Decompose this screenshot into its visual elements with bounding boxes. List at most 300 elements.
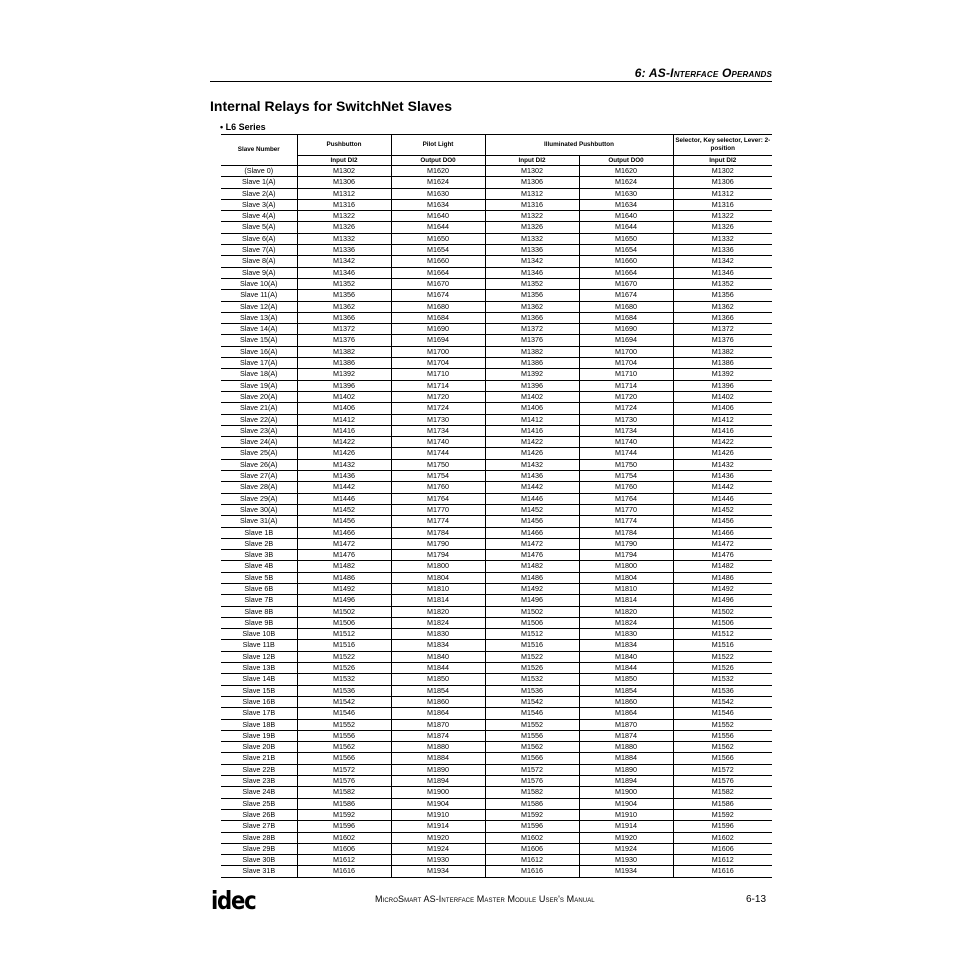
table-row xyxy=(221,301,772,312)
relay-address-cell: M1660 xyxy=(391,256,485,267)
table-row xyxy=(221,414,772,425)
relay-address-cell: M1670 xyxy=(579,278,673,289)
relay-address-cell: M1930 xyxy=(391,855,485,866)
table-row xyxy=(221,504,772,515)
relay-address-cell: M1382 xyxy=(485,346,579,357)
relay-address-cell: M1306 xyxy=(297,177,391,188)
relay-address-cell: M1880 xyxy=(391,742,485,753)
slave-number-cell: Slave 25B xyxy=(221,798,297,809)
relay-address-cell: M1920 xyxy=(391,832,485,843)
relay-address-cell: M1700 xyxy=(391,346,485,357)
relay-address-cell: M1506 xyxy=(673,617,772,628)
relay-address-cell: M1502 xyxy=(673,606,772,617)
relay-address-cell: M1930 xyxy=(579,855,673,866)
relay-address-cell: M1880 xyxy=(579,742,673,753)
table-row xyxy=(221,776,772,787)
table-row xyxy=(221,583,772,594)
relay-address-cell: M1650 xyxy=(579,233,673,244)
slave-number-cell: Slave 30(A) xyxy=(221,504,297,515)
slave-number-cell: Slave 17B xyxy=(221,708,297,719)
relay-address-cell: M1446 xyxy=(673,493,772,504)
table-row xyxy=(221,561,772,572)
slave-number-cell: Slave 23(A) xyxy=(221,425,297,436)
relay-address-cell: M1366 xyxy=(485,312,579,323)
table-row xyxy=(221,572,772,583)
relay-address-cell: M1602 xyxy=(485,832,579,843)
relay-address-cell: M1442 xyxy=(297,482,391,493)
table-row xyxy=(221,267,772,278)
relay-address-cell: M1784 xyxy=(579,527,673,538)
relay-address-cell: M1774 xyxy=(391,516,485,527)
relay-address-cell: M1744 xyxy=(391,448,485,459)
slave-number-cell: Slave 27(A) xyxy=(221,471,297,482)
table-row xyxy=(221,855,772,866)
table-row xyxy=(221,527,772,538)
relay-address-cell: M1854 xyxy=(391,685,485,696)
relay-address-cell: M1362 xyxy=(297,301,391,312)
slave-number-cell: Slave 4(A) xyxy=(221,211,297,222)
relay-address-cell: M1452 xyxy=(673,504,772,515)
relay-address-cell: M1492 xyxy=(673,583,772,594)
slave-number-cell: Slave 29B xyxy=(221,843,297,854)
table-body xyxy=(221,166,772,878)
relay-address-cell: M1326 xyxy=(673,222,772,233)
table-row xyxy=(221,685,772,696)
relay-address-cell: M1566 xyxy=(485,753,579,764)
relay-address-cell: M1312 xyxy=(485,188,579,199)
relay-address-cell: M1680 xyxy=(579,301,673,312)
relay-address-cell: M1412 xyxy=(485,414,579,425)
relay-address-cell: M1412 xyxy=(297,414,391,425)
relay-address-cell: M1924 xyxy=(391,843,485,854)
table-row xyxy=(221,651,772,662)
relay-address-cell: M1654 xyxy=(391,245,485,256)
relay-address-cell: M1874 xyxy=(391,730,485,741)
relay-address-cell: M1910 xyxy=(391,809,485,820)
relay-address-cell: M1382 xyxy=(673,346,772,357)
relay-address-cell: M1516 xyxy=(485,640,579,651)
relay-address-cell: M1734 xyxy=(391,425,485,436)
table-row xyxy=(221,211,772,222)
table-row xyxy=(221,674,772,685)
table-row xyxy=(221,358,772,369)
relay-address-cell: M1346 xyxy=(673,267,772,278)
slave-number-cell: Slave 5B xyxy=(221,572,297,583)
relay-address-cell: M1894 xyxy=(391,776,485,787)
slave-number-cell: Slave 6(A) xyxy=(221,233,297,244)
relay-address-cell: M1422 xyxy=(673,437,772,448)
table-row xyxy=(221,482,772,493)
table-row xyxy=(221,493,772,504)
relay-address-cell: M1566 xyxy=(673,753,772,764)
relay-address-cell: M1436 xyxy=(485,471,579,482)
relay-address-cell: M1546 xyxy=(673,708,772,719)
relay-address-cell: M1386 xyxy=(297,358,391,369)
page-title: Internal Relays for SwitchNet Slaves xyxy=(210,98,452,114)
relay-address-cell: M1366 xyxy=(673,312,772,323)
slave-number-cell: Slave 12(A) xyxy=(221,301,297,312)
relay-address-cell: M1422 xyxy=(485,437,579,448)
relay-address-cell: M1542 xyxy=(673,696,772,707)
relay-address-cell: M1790 xyxy=(579,538,673,549)
relay-address-cell: M1306 xyxy=(673,177,772,188)
table-row xyxy=(221,369,772,380)
relay-address-cell: M1432 xyxy=(297,459,391,470)
relay-address-cell: M1576 xyxy=(673,776,772,787)
relay-address-cell: M1714 xyxy=(391,380,485,391)
relay-address-cell: M1456 xyxy=(673,516,772,527)
relay-address-cell: M1616 xyxy=(673,866,772,877)
relay-address-cell: M1512 xyxy=(485,629,579,640)
relay-address-cell: M1376 xyxy=(485,335,579,346)
relay-address-cell: M1634 xyxy=(579,199,673,210)
header-rule xyxy=(210,81,772,82)
table-row xyxy=(221,764,772,775)
relay-address-cell: M1910 xyxy=(579,809,673,820)
relay-address-cell: M1620 xyxy=(579,166,673,177)
relay-address-cell: M1416 xyxy=(673,425,772,436)
relay-address-cell: M1342 xyxy=(297,256,391,267)
relay-address-cell: M1664 xyxy=(391,267,485,278)
relay-address-cell: M1844 xyxy=(391,663,485,674)
relay-address-cell: M1542 xyxy=(297,696,391,707)
relay-address-cell: M1914 xyxy=(391,821,485,832)
slave-number-cell: Slave 31(A) xyxy=(221,516,297,527)
relay-address-cell: M1472 xyxy=(485,538,579,549)
table-row xyxy=(221,324,772,335)
relay-address-cell: M1640 xyxy=(579,211,673,222)
table-row xyxy=(221,866,772,877)
slave-number-cell: Slave 29(A) xyxy=(221,493,297,504)
relay-address-cell: M1612 xyxy=(297,855,391,866)
relay-address-cell: M1342 xyxy=(673,256,772,267)
relay-address-cell: M1482 xyxy=(673,561,772,572)
relay-address-cell: M1466 xyxy=(485,527,579,538)
relay-address-cell: M1506 xyxy=(297,617,391,628)
illuminated-pushbutton-header: Illuminated Pushbutton xyxy=(485,135,673,156)
relay-address-cell: M1582 xyxy=(297,787,391,798)
relay-address-cell: M1750 xyxy=(579,459,673,470)
relay-address-cell: M1720 xyxy=(579,391,673,402)
table-row xyxy=(221,403,772,414)
relay-address-cell: M1602 xyxy=(673,832,772,843)
relay-address-cell: M1694 xyxy=(391,335,485,346)
relay-address-cell: M1372 xyxy=(673,324,772,335)
table-row xyxy=(221,538,772,549)
relay-address-cell: M1416 xyxy=(297,425,391,436)
table-row xyxy=(221,809,772,820)
relay-address-cell: M1322 xyxy=(297,211,391,222)
relay-address-cell: M1496 xyxy=(673,595,772,606)
relay-address-cell: M1606 xyxy=(673,843,772,854)
relay-address-cell: M1426 xyxy=(485,448,579,459)
relay-address-cell: M1552 xyxy=(673,719,772,730)
table-row xyxy=(221,166,772,177)
slave-number-cell: Slave 25(A) xyxy=(221,448,297,459)
slave-number-cell: Slave 8(A) xyxy=(221,256,297,267)
relay-address-cell: M1730 xyxy=(579,414,673,425)
relay-address-cell: M1536 xyxy=(297,685,391,696)
table-row xyxy=(221,742,772,753)
slave-number-cell: Slave 20B xyxy=(221,742,297,753)
relay-address-cell: M1356 xyxy=(297,290,391,301)
relay-address-cell: M1526 xyxy=(673,663,772,674)
relay-address-cell: M1516 xyxy=(297,640,391,651)
relay-address-cell: M1316 xyxy=(297,199,391,210)
relay-address-cell: M1620 xyxy=(391,166,485,177)
relay-address-cell: M1884 xyxy=(579,753,673,764)
table-row xyxy=(221,753,772,764)
table-row xyxy=(221,550,772,561)
relay-address-cell: M1860 xyxy=(391,696,485,707)
relay-address-cell: M1396 xyxy=(297,380,391,391)
relay-address-cell: M1890 xyxy=(579,764,673,775)
relay-address-cell: M1794 xyxy=(579,550,673,561)
relay-address-cell: M1814 xyxy=(579,595,673,606)
relay-address-cell: M1466 xyxy=(673,527,772,538)
relay-address-cell: M1486 xyxy=(297,572,391,583)
slave-number-cell: Slave 9B xyxy=(221,617,297,628)
relay-address-cell: M1690 xyxy=(391,324,485,335)
relay-address-cell: M1556 xyxy=(673,730,772,741)
relay-address-cell: M1644 xyxy=(579,222,673,233)
relay-address-cell: M1332 xyxy=(673,233,772,244)
relay-address-cell: M1416 xyxy=(485,425,579,436)
relay-address-cell: M1674 xyxy=(579,290,673,301)
slave-number-cell: Slave 2(A) xyxy=(221,188,297,199)
table-row xyxy=(221,629,772,640)
relay-address-cell: M1476 xyxy=(485,550,579,561)
slave-number-cell: Slave 13B xyxy=(221,663,297,674)
relay-address-cell: M1904 xyxy=(579,798,673,809)
table-row xyxy=(221,696,772,707)
subheader-cell: Output DO0 xyxy=(391,156,485,166)
relay-address-cell: M1800 xyxy=(391,561,485,572)
table-row xyxy=(221,663,772,674)
relay-address-cell: M1556 xyxy=(485,730,579,741)
relay-address-cell: M1526 xyxy=(485,663,579,674)
relay-address-cell: M1864 xyxy=(391,708,485,719)
slave-number-cell: Slave 7B xyxy=(221,595,297,606)
relay-address-cell: M1502 xyxy=(297,606,391,617)
relay-address-cell: M1522 xyxy=(485,651,579,662)
slave-number-cell: Slave 1B xyxy=(221,527,297,538)
relay-address-cell: M1890 xyxy=(391,764,485,775)
table-row xyxy=(221,278,772,289)
relay-address-cell: M1894 xyxy=(579,776,673,787)
slave-number-cell: Slave 18(A) xyxy=(221,369,297,380)
table-row xyxy=(221,391,772,402)
relay-address-cell: M1322 xyxy=(673,211,772,222)
relay-address-cell: M1690 xyxy=(579,324,673,335)
relay-address-cell: M1576 xyxy=(485,776,579,787)
relay-address-cell: M1536 xyxy=(673,685,772,696)
relay-address-cell: M1496 xyxy=(485,595,579,606)
relay-address-cell: M1612 xyxy=(673,855,772,866)
slave-number-cell: Slave 14B xyxy=(221,674,297,685)
relay-address-cell: M1432 xyxy=(673,459,772,470)
table-row xyxy=(221,188,772,199)
relay-address-cell: M1674 xyxy=(391,290,485,301)
relay-address-cell: M1402 xyxy=(297,391,391,402)
relay-address-cell: M1562 xyxy=(673,742,772,753)
table-row xyxy=(221,708,772,719)
relay-address-cell: M1506 xyxy=(485,617,579,628)
relay-address-cell: M1844 xyxy=(579,663,673,674)
relay-address-cell: M1924 xyxy=(579,843,673,854)
relay-address-cell: M1346 xyxy=(485,267,579,278)
relay-address-cell: M1372 xyxy=(485,324,579,335)
relay-address-cell: M1830 xyxy=(579,629,673,640)
table-row xyxy=(221,516,772,527)
relay-address-cell: M1644 xyxy=(391,222,485,233)
slave-number-cell: Slave 14(A) xyxy=(221,324,297,335)
relay-address-cell: M1362 xyxy=(673,301,772,312)
relay-address-cell: M1760 xyxy=(391,482,485,493)
relay-address-cell: M1592 xyxy=(673,809,772,820)
relay-address-cell: M1694 xyxy=(579,335,673,346)
slave-number-cell: Slave 7(A) xyxy=(221,245,297,256)
relay-address-cell: M1326 xyxy=(485,222,579,233)
relay-address-cell: M1412 xyxy=(673,414,772,425)
relay-address-cell: M1624 xyxy=(391,177,485,188)
relay-address-cell: M1562 xyxy=(297,742,391,753)
slave-number-cell: Slave 6B xyxy=(221,583,297,594)
relay-address-cell: M1356 xyxy=(673,290,772,301)
relay-address-cell: M1582 xyxy=(485,787,579,798)
relay-address-cell: M1754 xyxy=(391,471,485,482)
slave-number-cell: Slave 26(A) xyxy=(221,459,297,470)
relay-address-cell: M1302 xyxy=(297,166,391,177)
relay-address-cell: M1870 xyxy=(391,719,485,730)
relay-address-cell: M1406 xyxy=(673,403,772,414)
table-row xyxy=(221,787,772,798)
slave-number-cell: Slave 26B xyxy=(221,809,297,820)
table-row xyxy=(221,471,772,482)
relay-address-cell: M1352 xyxy=(297,278,391,289)
relay-address-cell: M1306 xyxy=(485,177,579,188)
slave-number-cell: Slave 8B xyxy=(221,606,297,617)
relay-address-cell: M1516 xyxy=(673,640,772,651)
slave-number-cell: (Slave 0) xyxy=(221,166,297,177)
relay-address-cell: M1770 xyxy=(579,504,673,515)
relay-address-cell: M1486 xyxy=(485,572,579,583)
slave-number-cell: Slave 28B xyxy=(221,832,297,843)
relay-address-cell: M1754 xyxy=(579,471,673,482)
table-row xyxy=(221,843,772,854)
relay-address-cell: M1376 xyxy=(673,335,772,346)
relay-address-cell: M1336 xyxy=(297,245,391,256)
relay-address-cell: M1650 xyxy=(391,233,485,244)
relay-address-cell: M1920 xyxy=(579,832,673,843)
slave-number-cell: Slave 15(A) xyxy=(221,335,297,346)
relay-address-cell: M1592 xyxy=(485,809,579,820)
slave-number-cell: Slave 22(A) xyxy=(221,414,297,425)
relay-address-cell: M1596 xyxy=(297,821,391,832)
pilot-light-header: Pilot Light xyxy=(391,135,485,156)
slave-number-cell: Slave 21B xyxy=(221,753,297,764)
slave-number-cell: Slave 27B xyxy=(221,821,297,832)
relay-address-cell: M1710 xyxy=(391,369,485,380)
slave-number-header: Slave Number xyxy=(221,135,297,166)
relay-address-cell: M1472 xyxy=(297,538,391,549)
relay-address-cell: M1764 xyxy=(579,493,673,504)
subheader-cell: Input DI2 xyxy=(673,156,772,166)
relay-address-cell: M1442 xyxy=(673,482,772,493)
relay-address-cell: M1800 xyxy=(579,561,673,572)
relay-address-cell: M1546 xyxy=(485,708,579,719)
relay-address-cell: M1664 xyxy=(579,267,673,278)
relay-address-cell: M1616 xyxy=(297,866,391,877)
table-row xyxy=(221,595,772,606)
relay-address-cell: M1336 xyxy=(673,245,772,256)
relay-address-cell: M1452 xyxy=(297,504,391,515)
relay-address-cell: M1476 xyxy=(297,550,391,561)
slave-number-cell: Slave 20(A) xyxy=(221,391,297,402)
table-row xyxy=(221,380,772,391)
relay-address-cell: M1566 xyxy=(297,753,391,764)
relay-address-cell: M1790 xyxy=(391,538,485,549)
relay-address-cell: M1426 xyxy=(297,448,391,459)
subheader-cell: Input DI2 xyxy=(485,156,579,166)
table-row xyxy=(221,290,772,301)
slave-number-cell: Slave 16B xyxy=(221,696,297,707)
relay-address-cell: M1302 xyxy=(485,166,579,177)
relay-address-cell: M1532 xyxy=(485,674,579,685)
relay-address-cell: M1596 xyxy=(673,821,772,832)
internal-relays-table xyxy=(221,134,772,878)
table-row xyxy=(221,199,772,210)
relay-address-cell: M1850 xyxy=(579,674,673,685)
subheader-cell: Input DI2 xyxy=(297,156,391,166)
relay-address-cell: M1586 xyxy=(297,798,391,809)
relay-address-cell: M1512 xyxy=(673,629,772,640)
relay-address-cell: M1536 xyxy=(485,685,579,696)
relay-address-cell: M1336 xyxy=(485,245,579,256)
relay-address-cell: M1426 xyxy=(673,448,772,459)
relay-address-cell: M1784 xyxy=(391,527,485,538)
relay-address-cell: M1704 xyxy=(579,358,673,369)
relay-address-cell: M1366 xyxy=(297,312,391,323)
relay-address-cell: M1402 xyxy=(673,391,772,402)
relay-address-cell: M1760 xyxy=(579,482,673,493)
relay-address-cell: M1302 xyxy=(673,166,772,177)
slave-number-cell: Slave 11B xyxy=(221,640,297,651)
relay-address-cell: M1352 xyxy=(485,278,579,289)
relay-address-cell: M1572 xyxy=(485,764,579,775)
table-subheader-row xyxy=(221,156,772,166)
relay-address-cell: M1740 xyxy=(579,437,673,448)
relay-address-cell: M1456 xyxy=(297,516,391,527)
relay-address-cell: M1934 xyxy=(579,866,673,877)
relay-address-cell: M1436 xyxy=(673,471,772,482)
relay-address-cell: M1824 xyxy=(579,617,673,628)
relay-address-cell: M1630 xyxy=(391,188,485,199)
slave-number-cell: Slave 18B xyxy=(221,719,297,730)
relay-address-cell: M1804 xyxy=(579,572,673,583)
relay-address-cell: M1402 xyxy=(485,391,579,402)
table-row xyxy=(221,425,772,436)
manual-title: MicroSmart AS-Interface Master Module User's Manual xyxy=(375,894,595,904)
relay-address-cell: M1900 xyxy=(391,787,485,798)
relay-address-cell: M1850 xyxy=(391,674,485,685)
idec-logo: idec xyxy=(211,886,256,915)
slave-number-cell: Slave 13(A) xyxy=(221,312,297,323)
slave-number-cell: Slave 3(A) xyxy=(221,199,297,210)
relay-address-cell: M1660 xyxy=(579,256,673,267)
relay-address-cell: M1724 xyxy=(579,403,673,414)
relay-address-cell: M1700 xyxy=(579,346,673,357)
